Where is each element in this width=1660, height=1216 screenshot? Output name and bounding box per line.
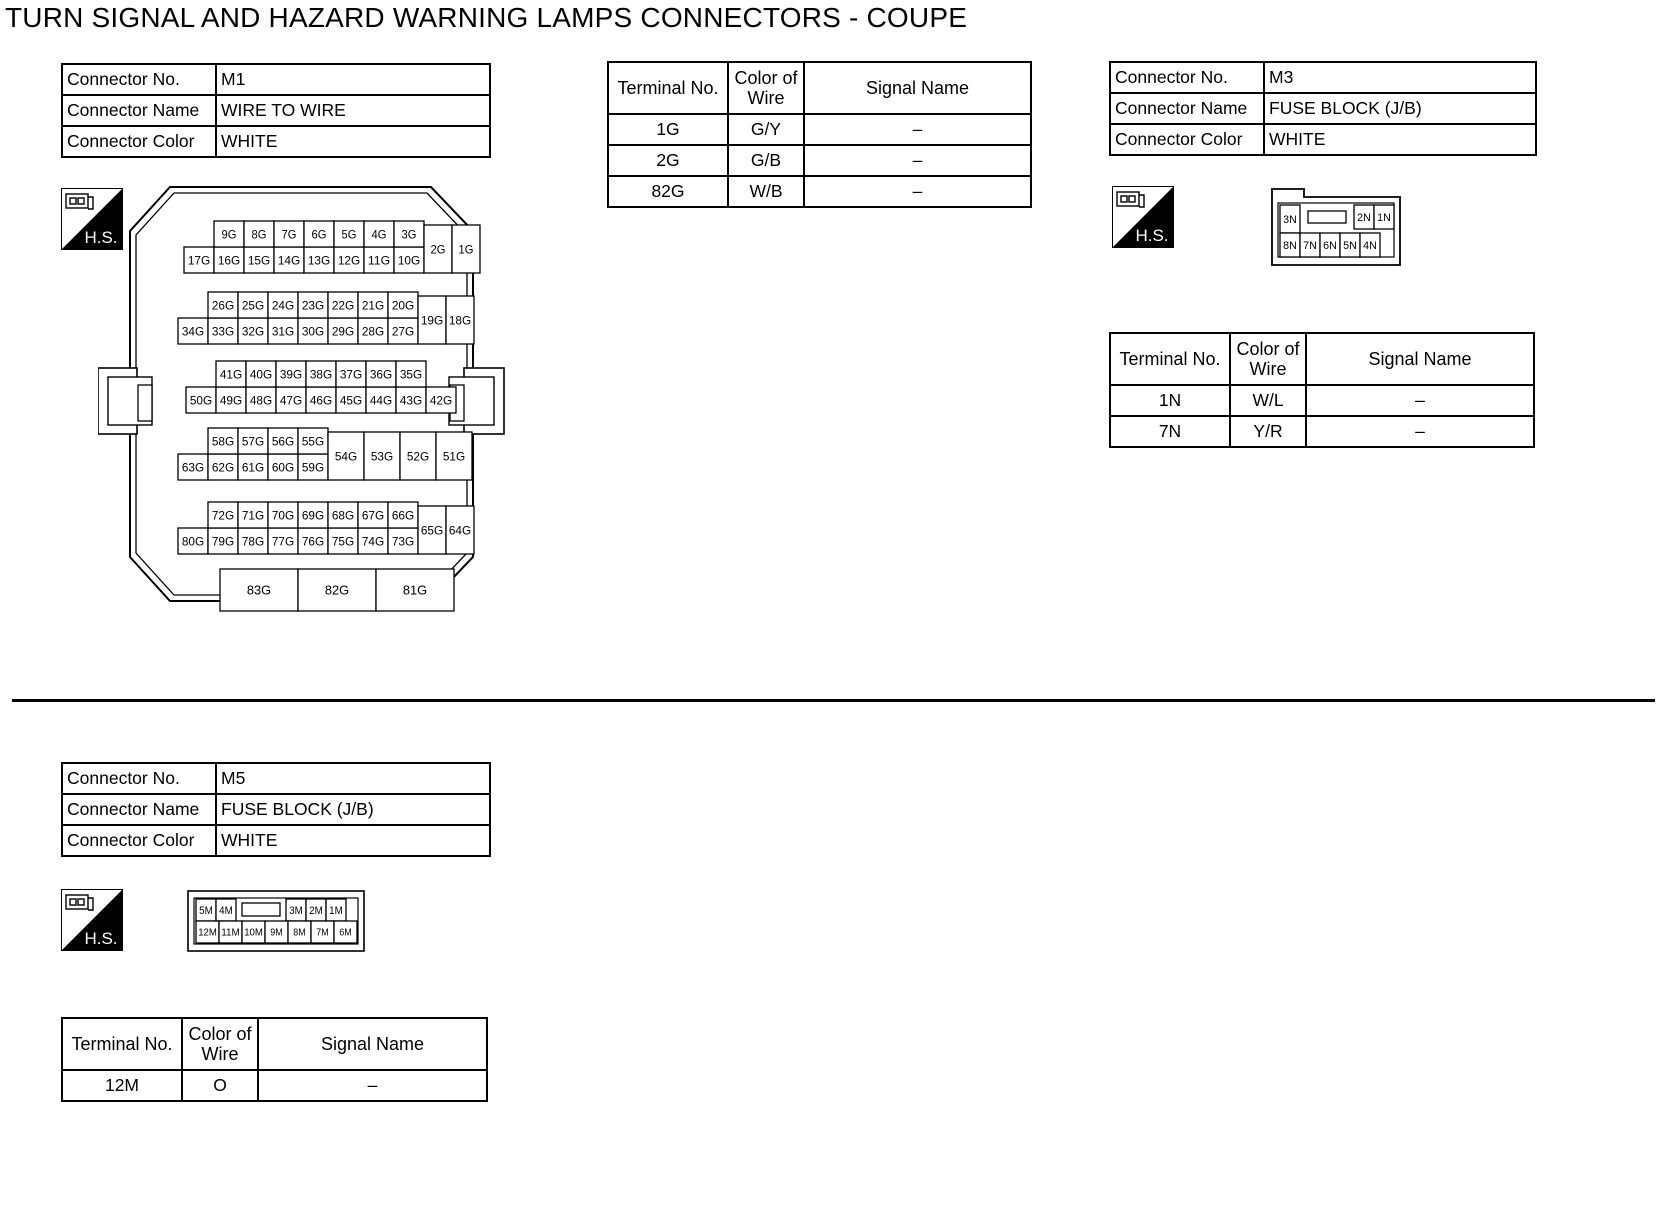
terminal-label: 60G [271, 460, 295, 475]
terminal-label: 56G [271, 434, 295, 449]
terminal-label: 29G [331, 324, 355, 339]
connector-color-label: Connector Color [62, 126, 216, 157]
terminal-label: 69G [301, 508, 325, 523]
signal-name-header: Signal Name [258, 1018, 487, 1070]
m3-connector-face [1270, 187, 1405, 272]
terminal-label: 52G [406, 449, 430, 464]
terminal-label: 37G [339, 367, 363, 382]
signal-name: – [804, 145, 1031, 176]
table-header-row [608, 62, 1031, 114]
terminal-label: 5G [341, 227, 357, 242]
m5-connector-face [186, 889, 366, 953]
terminal-label: 82G [324, 582, 350, 598]
wire-color: W/L [1230, 385, 1306, 416]
m1-terminal-table [607, 61, 1032, 208]
hs-label: H.S. [1135, 226, 1169, 245]
terminal-label: 2M [309, 904, 323, 917]
m5-connector-color: WHITE [216, 825, 490, 856]
terminal-label: 50G [189, 393, 213, 408]
terminal-label: 4G [371, 227, 387, 242]
terminal-label: 53G [370, 449, 394, 464]
signal-name-header: Signal Name [1306, 333, 1534, 385]
m5-terminal-table [61, 1017, 488, 1102]
terminal-no-header: Terminal No. [1110, 333, 1230, 385]
terminal-no: 12M [62, 1070, 182, 1101]
terminal-label: 12G [337, 253, 361, 268]
terminal-label: 21G [361, 298, 385, 313]
table-row [608, 145, 1031, 176]
page-title: TURN SIGNAL AND HAZARD WARNING LAMPS CONNECTORS - COUPE [5, 2, 968, 33]
color-of-wire-header: Color of Wire [728, 62, 804, 114]
connector-name-label: Connector Name [1110, 93, 1264, 124]
terminal-no: 1N [1110, 385, 1230, 416]
terminal-label: 10M [244, 927, 263, 939]
terminal-label: 3N [1283, 213, 1297, 226]
table-row [1110, 385, 1534, 416]
table-row [1110, 416, 1534, 447]
m5-info-table [61, 762, 491, 857]
terminal-label: 76G [301, 534, 325, 549]
hs-label: H.S. [84, 929, 118, 948]
terminal-label: 3M [289, 904, 303, 917]
signal-name: – [1306, 416, 1534, 447]
terminal-no-header: Terminal No. [608, 62, 728, 114]
terminal-label: 24G [271, 298, 295, 313]
terminal-label: 51G [442, 449, 466, 464]
blank-slot [242, 903, 280, 916]
terminal-no: 82G [608, 176, 728, 207]
m5-connector-name: FUSE BLOCK (J/B) [216, 794, 490, 825]
terminal-label: 17G [187, 253, 211, 268]
table-row [62, 126, 490, 157]
terminal-label: 7G [281, 227, 297, 242]
terminal-label: 9G [221, 227, 237, 242]
terminal-label: 23G [301, 298, 325, 313]
table-row [608, 114, 1031, 145]
terminal-no: 7N [1110, 416, 1230, 447]
terminal-label: 20G [391, 298, 415, 313]
table-row [62, 1070, 487, 1101]
harness-side-icon [61, 889, 123, 951]
terminal-label: 65G [420, 523, 444, 538]
terminal-label: 83G [246, 582, 272, 598]
terminal-label: 22G [331, 298, 355, 313]
table-row [62, 794, 490, 825]
terminal-label: 35G [399, 367, 423, 382]
signal-name-header: Signal Name [804, 62, 1031, 114]
color-of-wire-header: Color of Wire [182, 1018, 258, 1070]
terminal-label: 14G [277, 253, 301, 268]
terminal-label: 58G [211, 434, 235, 449]
terminal-label: 10G [397, 253, 421, 268]
table-header-row [62, 1018, 487, 1070]
connector-name-label: Connector Name [62, 95, 216, 126]
m3-info-table [1109, 61, 1537, 156]
color-of-wire-header: Color of Wire [1230, 333, 1306, 385]
terminal-label: 79G [211, 534, 235, 549]
blank-slot [1308, 211, 1346, 223]
terminal-label: 74G [361, 534, 385, 549]
terminal-label: 45G [339, 393, 363, 408]
table-row [608, 176, 1031, 207]
terminal-label: 6M [339, 927, 352, 939]
terminal-label: 1G [458, 242, 474, 257]
terminal-label: 54G [334, 449, 358, 464]
terminal-label: 4M [219, 904, 233, 917]
terminal-no: 2G [608, 145, 728, 176]
m1-connector-face [98, 185, 553, 635]
wire-color: G/Y [728, 114, 804, 145]
terminal-label: 11G [367, 253, 391, 268]
terminal-label: 38G [309, 367, 333, 382]
table-row [1110, 124, 1536, 155]
terminal-label: 72G [211, 508, 235, 523]
table-row [1110, 93, 1536, 124]
terminal-label: 1M [329, 904, 343, 917]
terminal-label: 5M [199, 904, 213, 917]
terminal-label: 68G [331, 508, 355, 523]
terminal-label: 1N [1377, 211, 1391, 224]
table-row [62, 64, 490, 95]
terminal-label: 8N [1283, 239, 1297, 252]
lock-slot-left [138, 385, 152, 421]
m3-terminal-table [1109, 332, 1535, 448]
terminal-label: 19G [420, 313, 444, 328]
terminal-label: 75G [331, 534, 355, 549]
table-row [62, 825, 490, 856]
terminal-label: 73G [391, 534, 415, 549]
section-divider [12, 699, 1655, 702]
connector-no-label: Connector No. [62, 64, 216, 95]
m1-connector-color: WHITE [216, 126, 490, 157]
terminal-label: 7N [1303, 239, 1317, 252]
terminal-label: 80G [181, 534, 205, 549]
terminal-label: 8M [293, 927, 306, 939]
table-row [62, 95, 490, 126]
terminal-label: 61G [241, 460, 265, 475]
terminal-label: 36G [369, 367, 393, 382]
terminal-label: 64G [448, 523, 472, 538]
terminal-label: 5N [1343, 239, 1357, 252]
harness-side-icon [1112, 186, 1174, 248]
terminal-label: 9M [270, 927, 283, 939]
terminal-label: 4N [1363, 239, 1377, 252]
terminal-label: 55G [301, 434, 325, 449]
terminal-label: 70G [271, 508, 295, 523]
terminal-label: 63G [181, 460, 205, 475]
connector-color-label: Connector Color [1110, 124, 1264, 155]
terminal-label: 49G [219, 393, 243, 408]
terminal-label: 44G [369, 393, 393, 408]
connector-color-label: Connector Color [62, 825, 216, 856]
wire-color: O [182, 1070, 258, 1101]
terminal-label: 8G [251, 227, 267, 242]
table-row [1110, 62, 1536, 93]
terminal-no: 1G [608, 114, 728, 145]
signal-name: – [804, 176, 1031, 207]
terminal-label: 78G [241, 534, 265, 549]
terminal-label: 18G [448, 313, 472, 328]
table-row [62, 763, 490, 794]
terminal-label: 77G [271, 534, 295, 549]
terminal-label: 62G [211, 460, 235, 475]
terminal-label: 25G [241, 298, 265, 313]
wire-color: W/B [728, 176, 804, 207]
terminal-label: 71G [241, 508, 265, 523]
terminal-label: 6N [1323, 239, 1337, 252]
signal-name: – [804, 114, 1031, 145]
terminal-label: 30G [301, 324, 325, 339]
hs-label: H.S. [84, 228, 118, 247]
terminal-label: 6G [311, 227, 327, 242]
terminal-label: 33G [211, 324, 235, 339]
terminal-label: 59G [301, 460, 325, 475]
terminal-label: 42G [429, 393, 453, 408]
terminal-label: 2G [430, 242, 446, 257]
wire-color: Y/R [1230, 416, 1306, 447]
terminal-label: 11M [221, 927, 240, 939]
m3-connector-no: M3 [1264, 62, 1536, 93]
terminal-label: 7M [316, 927, 329, 939]
m1-info-table [61, 63, 491, 158]
terminal-label: 28G [361, 324, 385, 339]
wire-color: G/B [728, 145, 804, 176]
terminal-label: 81G [402, 582, 428, 598]
connector-name-label: Connector Name [62, 794, 216, 825]
table-header-row [1110, 333, 1534, 385]
m5-connector-no: M5 [216, 763, 490, 794]
terminal-label: 43G [399, 393, 423, 408]
terminal-label: 31G [271, 324, 295, 339]
terminal-label: 2N [1357, 211, 1371, 224]
m3-connector-name: FUSE BLOCK (J/B) [1264, 93, 1536, 124]
terminal-label: 3G [401, 227, 417, 242]
m1-connector-name: WIRE TO WIRE [216, 95, 490, 126]
terminal-label: 39G [279, 367, 303, 382]
terminal-label: 47G [279, 393, 303, 408]
m1-connector-no: M1 [216, 64, 490, 95]
terminal-label: 26G [211, 298, 235, 313]
terminal-label: 27G [391, 324, 415, 339]
terminal-label: 13G [307, 253, 331, 268]
signal-name: – [1306, 385, 1534, 416]
terminal-label: 32G [241, 324, 265, 339]
terminal-label: 41G [219, 367, 243, 382]
connector-no-label: Connector No. [62, 763, 216, 794]
terminal-label: 67G [361, 508, 385, 523]
terminal-label: 46G [309, 393, 333, 408]
m3-connector-color: WHITE [1264, 124, 1536, 155]
signal-name: – [258, 1070, 487, 1101]
terminal-label: 15G [247, 253, 271, 268]
terminal-label: 40G [249, 367, 273, 382]
terminal-label: 48G [249, 393, 273, 408]
terminal-label: 66G [391, 508, 415, 523]
terminal-label: 57G [241, 434, 265, 449]
connector-no-label: Connector No. [1110, 62, 1264, 93]
terminal-label: 12M [198, 927, 217, 939]
terminal-label: 34G [181, 324, 205, 339]
terminal-label: 16G [217, 253, 241, 268]
terminal-no-header: Terminal No. [62, 1018, 182, 1070]
